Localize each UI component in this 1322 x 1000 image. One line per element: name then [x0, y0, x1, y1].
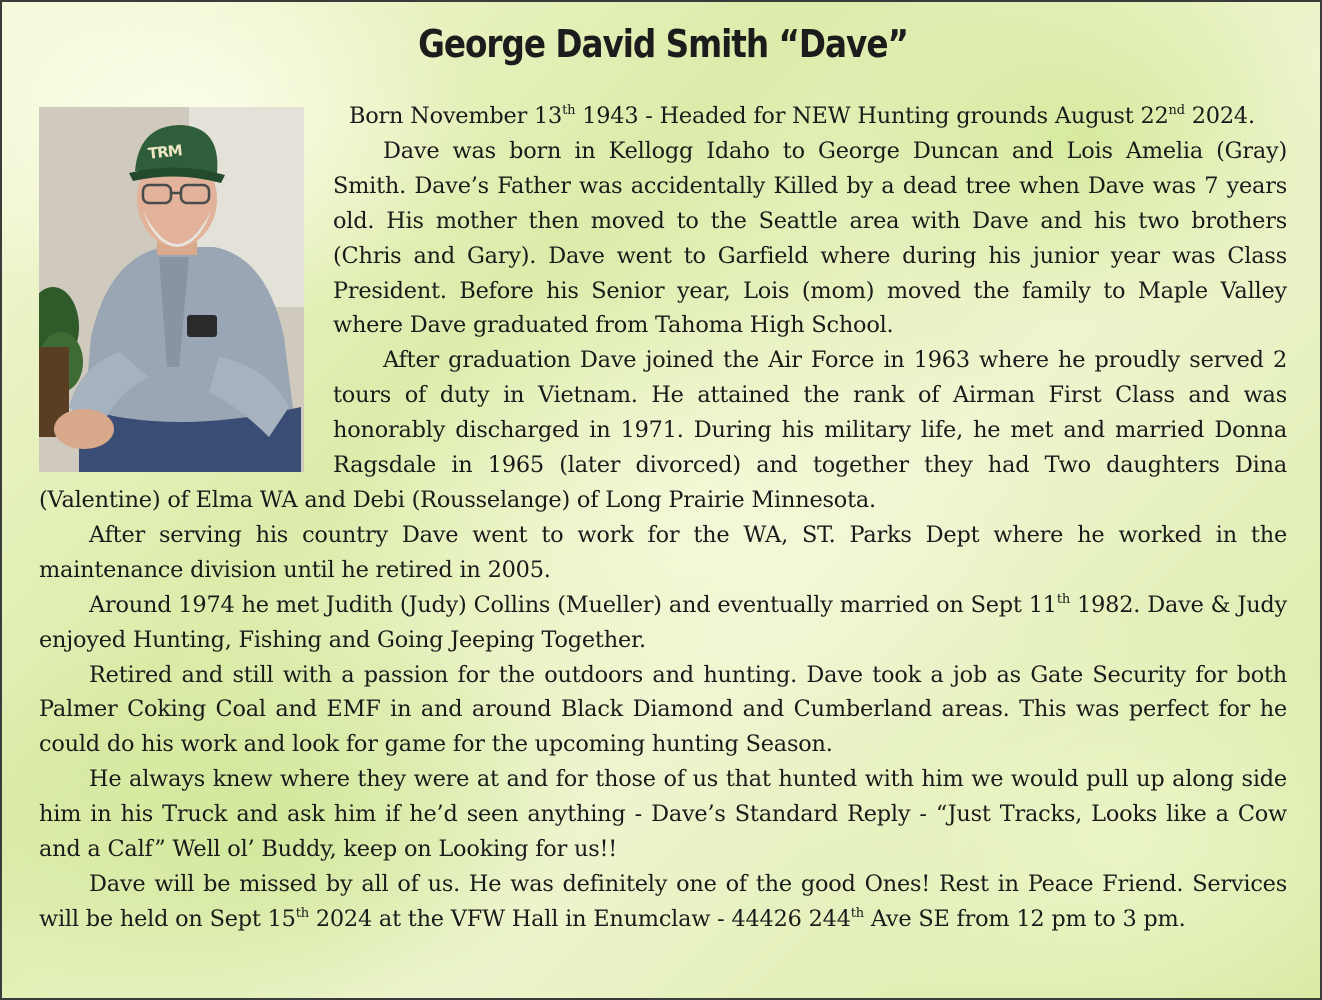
early-life-paragraph: Dave was born in Kellogg Idaho to George Duncan and Lois Amelia (Gray) Smith. Dave’s Father was accidentally Killed by a dead tree when Dave was 7 years old. His mother then moved to the Seattle area with Dave and his two brothers (Chris and Gary). Dave went to Garfield where during his junior year was Class President. Before his Senior year, Lois (mom) moved the family to Maple Valley where Dave graduated from Tahoma High School.	[333, 137, 1287, 339]
services-location-text: 2024 at the VFW Hall in Enumclaw - 44426 244	[308, 905, 851, 932]
hunting-memory-paragraph: He always knew where they were at and for those of us that hunted with him we would pull up along side him in his Truck and ask him if he’d seen anything - Dave’s Standard Reply - “Just Tracks, Looks like a Cow and a Calf” Well ol’ Buddy, keep on Looking for us!!	[39, 766, 1287, 863]
retirement-paragraph: Retired and still with a passion for the outdoors and hunting. Dave took a job as Gate Security for both Palmer Coking Coal and EMF in and around Black Diamond and Cumberland areas. This was perfect for he could do his work and look for game for the upcoming hunting Season.	[39, 661, 1287, 758]
photo-float-spacer	[39, 99, 333, 477]
marriage-text: Around 1974 he met Judith (Judy) Collins (Mueller) and eventually married on Sept 11	[89, 591, 1057, 618]
death-date-text: 1943 - Headed for NEW Hunting grounds August 22	[575, 103, 1169, 129]
birth-date-text: Born November 13	[349, 103, 563, 129]
year-text: 2024.	[1184, 103, 1255, 129]
ordinal-sup: th	[1056, 591, 1071, 607]
obituary-body	[39, 99, 1287, 937]
services-time-text: Ave SE from 12 pm to 3 pm.	[863, 905, 1186, 932]
marriage-paragraph	[39, 588, 1287, 658]
ordinal-sup: nd	[1168, 103, 1185, 118]
obituary-title: George David Smith “Dave”	[418, 22, 908, 66]
marriage-text-cont: 1982. Dave & Judy enjoyed Hunting, Fishing and Going Jeeping Together.	[39, 591, 1288, 653]
military-paragraph: After graduation Dave joined the Air Force in 1963 where he proudly served 2 tours of duty in Vietnam. He attained the rank of Airman First Class and was honorably discharged in 1971. During his military life, he met and married Donna Ragsdale in 1965 (later divorced) and together they had Two daughters Dina (Valentine) of Elma WA and Debi (Rousselange) of Long Prairie Minnesota.	[39, 347, 1287, 513]
career-paragraph: After serving his country Dave went to work for the WA, ST. Parks Dept where he worked in the maintenance division until he retired in 2005.	[39, 521, 1287, 583]
cap-logo-text: TRM	[147, 141, 183, 163]
services-text: Dave will be missed by all of us. He was definitely one of the good Ones! Rest in Peace Friend. Services will be held on Sept 15	[39, 870, 1287, 932]
ordinal-sup: th	[850, 905, 864, 921]
services-paragraph	[39, 867, 1287, 937]
ordinal-sup: th	[295, 905, 309, 921]
ordinal-sup: th	[562, 103, 576, 118]
